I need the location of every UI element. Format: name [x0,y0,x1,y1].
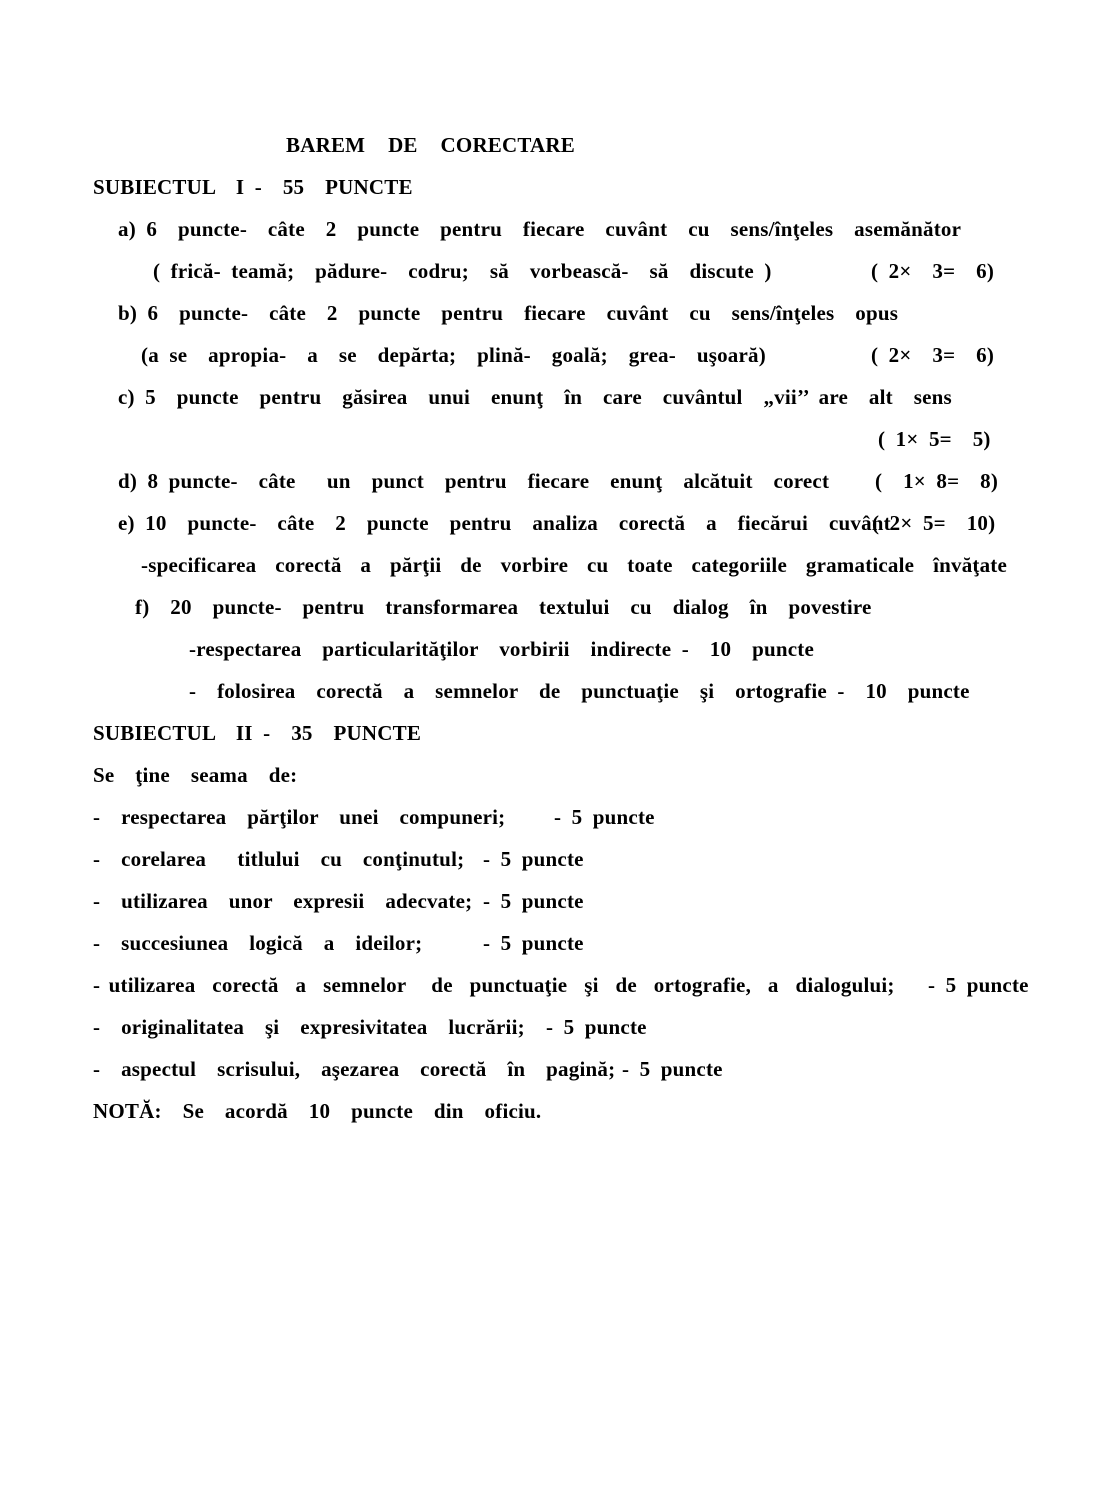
subiectul-2-intro: Se ţine seama de: [93,763,298,787]
criteria-item-text: - corelarea titlului cu conţinutul; [93,847,465,871]
criteria-item-points: - 5 puncte [554,805,655,829]
item-f-detail-1: -respectarea particularităţilor vorbirii indirecte - 10 puncte [189,637,814,661]
item-d-score: ( 1× 8= 8) [875,469,999,493]
document-title: BAREM DE CORECTARE [286,133,575,157]
criteria-item-text: - respectarea părţilor unei compuneri; [93,805,506,829]
item-e-score: ( 2× 5= 10) [872,511,996,535]
item-f-detail-2: - folosirea corectă a semnelor de punctuaţie şi ortografie - 10 puncte [189,679,970,703]
criteria-item-points: - 5 puncte [546,1015,647,1039]
item-b-examples: (a se apropia- a se depărta; plină- goală; grea- uşoară) [141,343,766,367]
item-b-text: b) 6 puncte- câte 2 puncte pentru fiecare cuvânt cu sens/înţeles opus [118,301,899,325]
criteria-item-points: - 5 puncte [622,1057,723,1081]
item-a-score: ( 2× 3= 6) [871,259,995,283]
subiectul-1-heading: SUBIECTUL I - 55 PUNCTE [93,175,413,199]
item-a-examples: ( frică- teamă; pădure- codru; să vorbească- să discute ) [153,259,772,283]
criteria-item-points: - 5 puncte [483,889,584,913]
item-a-text: a) 6 puncte- câte 2 puncte pentru fiecare cuvânt cu sens/înţeles asemănător [118,217,962,241]
item-c-text: c) 5 puncte pentru găsirea unui enunţ în care cuvântul „vii’’ are alt sens [118,385,952,409]
criteria-item-text: - originalitatea şi expresivitatea lucrării; [93,1015,525,1039]
nota: NOTĂ: Se acordă 10 puncte din oficiu. [93,1099,542,1123]
item-b-score: ( 2× 3= 6) [871,343,995,367]
criteria-item-points: - 5 puncte [483,931,584,955]
item-e-text: e) 10 puncte- câte 2 puncte pentru analiza corectă a fiecărui cuvânt [118,511,891,535]
criteria-item-text: - utilizarea corectă a semnelor de punctuaţie şi de ortografie, a dialogului; [93,973,895,997]
criteria-item-points: - 5 puncte [483,847,584,871]
item-c-score: ( 1× 5= 5) [878,427,991,451]
criteria-item-points: - 5 puncte [928,973,1029,997]
item-e-detail: -specificarea corectă a părţii de vorbire cu toate categoriile gramaticale învăţate [141,553,1008,577]
criteria-item-text: - utilizarea unor expresii adecvate; [93,889,473,913]
criteria-item-text: - aspectul scrisului, aşezarea corectă în pagină; [93,1057,616,1081]
item-d-text: d) 8 puncte- câte un punct pentru fiecare enunţ alcătuit corect [118,469,830,493]
item-f-text: f) 20 puncte- pentru transformarea textului cu dialog în povestire [135,595,872,619]
subiectul-2-heading: SUBIECTUL II - 35 PUNCTE [93,721,422,745]
criteria-item-text: - succesiunea logică a ideilor; [93,931,423,955]
